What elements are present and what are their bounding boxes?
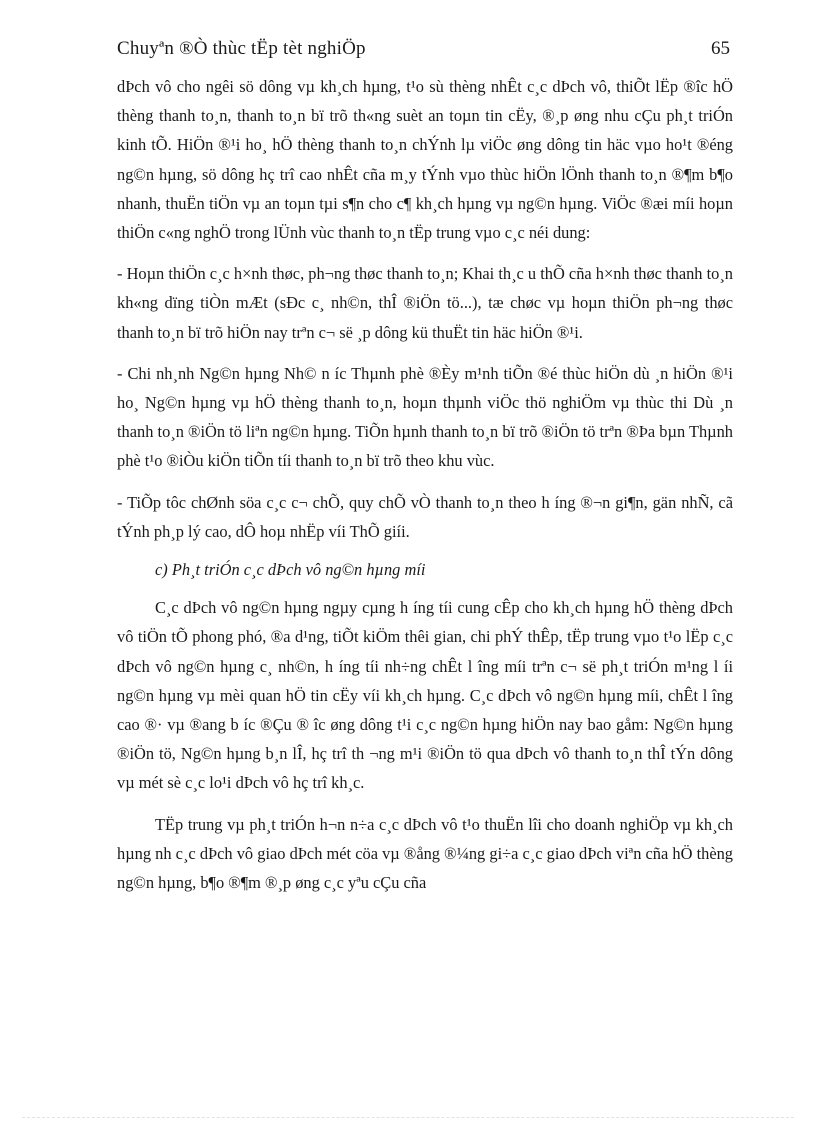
page-number: 65	[711, 38, 730, 59]
body-paragraph: - Hoµn thiÖn c¸c h×nh thøc, ph¬ng thøc thanh to¸n; Khai th¸c u thÕ cña h×nh thøc thanh to¸n kh«ng dïng tiÒn mÆt (sÐc c¸ nh©n, thÎ ®iÖn tö...), tæ chøc vµ hoµn thiÖn ph¬ng thøc thanh to¸n bï trõ hiÖn nay trªn c¬ së ¸p dông kü thuËt tin häc hiÖn ®¹i.	[117, 264, 733, 342]
page-header	[117, 38, 730, 66]
body-paragraph: TËp trung vµ ph¸t triÓn h¬n n÷a c¸c dÞch vô t¹o thuËn lîi cho doanh nghiÖp vµ kh¸ch hµng nh c¸c dÞch vô giao dÞch mét cöa vµ ®ång ®¼ng gi÷a c¸c giao dÞch viªn cña hÖ thèng ng©n hµng, b¶o ®¶m ®¸p øng c¸c yªu cÇu cña	[117, 814, 733, 893]
section-subheading: c) Ph¸t triÓn c¸c dÞch vô ng©n hµng míi	[155, 560, 426, 580]
page-body	[117, 72, 733, 897]
body-paragraph: dÞch vô cho ngêi sö dông vµ kh¸ch hµng, t¹o sù thèng nhÊt c¸c dÞch vô, thiÕt lËp ®îc hÖ thèng thanh to¸n, thanh to¸n bï trõ th«ng suèt an toµn tin cËy, ®¸p øng nhu cÇu ph¸t triÓn kinh tÕ. HiÖn ®¹i ho¸ hÖ thèng thanh to¸n chÝnh lµ viÖc øng dông tin häc vµo ho¹t ®éng ng©n hµng, sö dông hç trî cao nhÊt cña m¸y tÝnh vµo thùc hiÖn lÖnh thanh to¸n ®¶m b¶o nhanh, thuËn tiÖn vµ an toµn tµi s¶n cho c¶ kh¸ch hµng vµ ng©n hµng. ViÖc ®æi míi hoµn thiÖn c«ng nghÖ trong lÜnh vùc thanh to¸n tËp trung vµo c¸c néi dung:	[117, 77, 733, 243]
header-title: Chuyªn ®Ò thùc tËp tèt nghiÖp	[117, 38, 366, 59]
body-paragraph: C¸c dÞch vô ng©n hµng ngµy cµng h íng tíi cung cÊp cho kh¸ch hµng hÖ thèng dÞch vô tiÖn tÕ phong phó, ®a d¹ng, tiÕt kiÖm thêi gian, chi phÝ thÊp, tËp trung vµo t¹o lËp c¸c dÞch vô ng©n hµng c¸ nh©n, h íng tíi nh÷ng chÊt l îng míi trªn c¬ së ph¸t triÓn m¹ng l íi ng©n hµng vµ mèi quan hÖ tin cËy víi kh¸ch hµng. C¸c dÞch vô ng©n hµng míi, chÊt l îng cao ®· vµ ®ang b íc ®Çu ® îc øng dông t¹i c¸c ng©n hµng hiÖn nay bao gåm: Ng©n hµng ®iÖn tö, Ng©n hµng b¸n lÎ, hç trî th ¬ng m¹i ®iÖn tö qua dÞch vô thanh to¸n thÎ tÝn dông vµ mét sè c¸c lo¹i dÞch vô hç trî kh¸c.	[117, 598, 733, 793]
body-paragraph: - Chi nh¸nh Ng©n hµng Nh© n íc Thµnh phè ®Èy m¹nh tiÕn ®é thùc hiÖn dù ¸n hiÖn ®¹i ho¸ Ng©n hµng vµ hÖ thèng thanh to¸n, hoµn thµnh viÖc thö nghiÖm vµ thùc thi Dù ¸n thanh to¸n ®iÖn tö liªn ng©n hµng. TiÕn hµnh thanh to¸n bï trõ ®iÖn tö trªn ®Þa bµn Thµnh phè t¹o ®iÒu kiÖn tiÕn tíi thanh to¸n bï trõ theo khu vùc.	[117, 363, 733, 471]
page-bottom-rule	[22, 1117, 794, 1118]
body-paragraph: - TiÕp tôc chØnh söa c¸c c¬ chÕ, quy chÕ vÒ thanh to¸n theo h íng ®¬n gi¶n, gän nhÑ, cã tÝnh ph¸p lý cao, dÔ hoµ nhËp víi ThÕ giíi.	[117, 492, 733, 541]
